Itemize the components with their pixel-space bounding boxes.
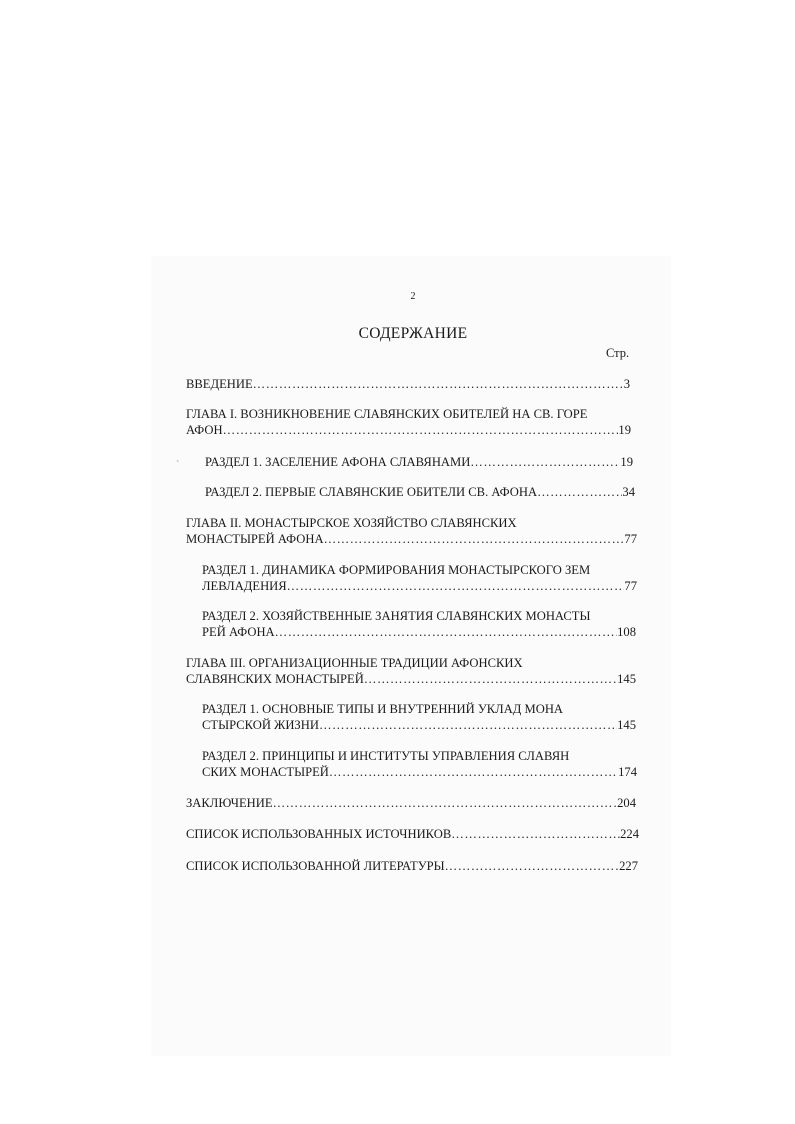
- toc-entry-page: 34: [622, 485, 635, 499]
- toc-entry-title: РАЗДЕЛ 2. ПЕРВЫЕ СЛАВЯНСКИЕ ОБИТЕЛИ СВ. АФОНА: [205, 485, 538, 499]
- toc-entry-sources: [186, 826, 639, 842]
- toc-entry-title: ВВЕДЕНИЕ: [186, 377, 253, 391]
- toc-entry-page: 19: [618, 423, 631, 437]
- page-number: 2: [410, 291, 416, 302]
- toc-entry-title: РАЗДЕЛ 1. ЗАСЕЛЕНИЕ АФОНА СЛАВЯНАМИ: [205, 455, 471, 469]
- toc-entry-title-line: АФОН: [186, 423, 223, 437]
- toc-entry-page: 227: [619, 859, 638, 873]
- toc-entry-ch2-section-2: [202, 608, 636, 640]
- toc-leader-dots: [364, 671, 617, 687]
- toc-entry-title-line: ГЛАВА I. ВОЗНИКНОВЕНИЕ СЛАВЯНСКИХ ОБИТЕЛЕЙ НА СВ. ГОРЕ: [186, 407, 588, 421]
- toc-entry-ch3-section-2: [202, 748, 637, 780]
- toc-entry-ch3-section-1: [202, 701, 636, 733]
- toc-leader-dots: [537, 484, 622, 500]
- toc-leader-dots: [253, 376, 624, 392]
- toc-entry-title-line: РАЗДЕЛ 1. ОСНОВНЫЕ ТИПЫ И ВНУТРЕННИЙ УКЛАД МОНА: [202, 702, 564, 716]
- toc-entry-chapter-2: [186, 515, 637, 547]
- toc-entry-chapter-3: [186, 655, 636, 687]
- toc-leader-dots: [329, 764, 618, 780]
- toc-entry-title-line: МОНАСТЫРЕЙ АФОНА: [186, 532, 324, 546]
- toc-entry-ch2-section-1: [202, 562, 637, 594]
- toc-entry-page: 108: [617, 625, 636, 639]
- toc-leader-dots: [470, 454, 620, 470]
- toc-entry-introduction: [186, 376, 630, 392]
- page-column-label: Стр.: [606, 346, 630, 360]
- toc-entry-title-line: ГЛАВА II. МОНАСТЫРСКОЕ ХОЗЯЙСТВО СЛАВЯНСКИХ: [186, 516, 517, 530]
- toc-entry-title: СПИСОК ИСПОЛЬЗОВАННЫХ ИСТОЧНИКОВ: [186, 827, 452, 841]
- toc-entry-title-line: РАЗДЕЛ 2. ПРИНЦИПЫ И ИНСТИТУТЫ УПРАВЛЕНИЯ СЛАВЯН: [202, 749, 570, 763]
- toc-entry-title-line: ЛЕВЛАДЕНИЯ: [202, 579, 287, 593]
- toc-entry-title: СПИСОК ИСПОЛЬЗОВАННОЙ ЛИТЕРАТУРЫ: [186, 859, 445, 873]
- toc-leader-dots: [287, 578, 625, 594]
- toc-entry-chapter-1: [186, 406, 631, 438]
- toc-entry-page: 204: [617, 796, 636, 810]
- toc-entry-title: ЗАКЛЮЧЕНИЕ: [186, 796, 273, 810]
- toc-entry-page: 3: [623, 377, 630, 391]
- toc-entry-title-line: РАЗДЕЛ 2. ХОЗЯЙСТВЕННЫЕ ЗАНЯТИЯ СЛАВЯНСКИХ МОНАСТЫ: [202, 609, 591, 623]
- toc-entry-title-line: СТЫРСКОЙ ЖИЗНИ: [202, 718, 319, 732]
- toc-leader-dots: [275, 624, 617, 640]
- toc-entry-title-line: СЛАВЯНСКИХ МОНАСТЫРЕЙ: [186, 672, 364, 686]
- toc-entry-title-line: РАЗДЕЛ 1. ДИНАМИКА ФОРМИРОВАНИЯ МОНАСТЫРСКОГО ЗЕМ: [202, 563, 591, 577]
- toc-entry-title-line: ГЛАВА III. ОРГАНИЗАЦИОННЫЕ ТРАДИЦИИ АФОНСКИХ: [186, 656, 523, 670]
- toc-leader-dots: [319, 717, 617, 733]
- toc-leader-dots: [273, 795, 618, 811]
- toc-leader-dots: [223, 422, 619, 438]
- toc-entry-page: 77: [624, 532, 637, 546]
- toc-entry-ch1-section-2: [205, 484, 635, 500]
- toc-title: СОДЕРЖАНИЕ: [358, 325, 468, 342]
- toc-entry-page: 19: [620, 455, 633, 469]
- toc-leader-dots: [451, 826, 620, 842]
- toc-entry-page: 145: [617, 672, 636, 686]
- toc-leader-dots: [445, 858, 619, 874]
- toc-entry-page: 174: [618, 765, 637, 779]
- toc-entry-literature: [186, 858, 638, 874]
- toc-entry-page: 145: [617, 718, 636, 732]
- toc-entry-title-line: РЕЙ АФОНА: [202, 625, 275, 639]
- toc-entry-page: 77: [624, 579, 637, 593]
- scan-mark: `: [176, 460, 180, 471]
- toc-entry-page: 224: [620, 827, 639, 841]
- toc-entry-conclusion: [186, 795, 636, 811]
- toc-leader-dots: [324, 531, 625, 547]
- toc-entry-title-line: СКИХ МОНАСТЫРЕЙ: [202, 765, 329, 779]
- toc-entry-ch1-section-1: [205, 454, 633, 470]
